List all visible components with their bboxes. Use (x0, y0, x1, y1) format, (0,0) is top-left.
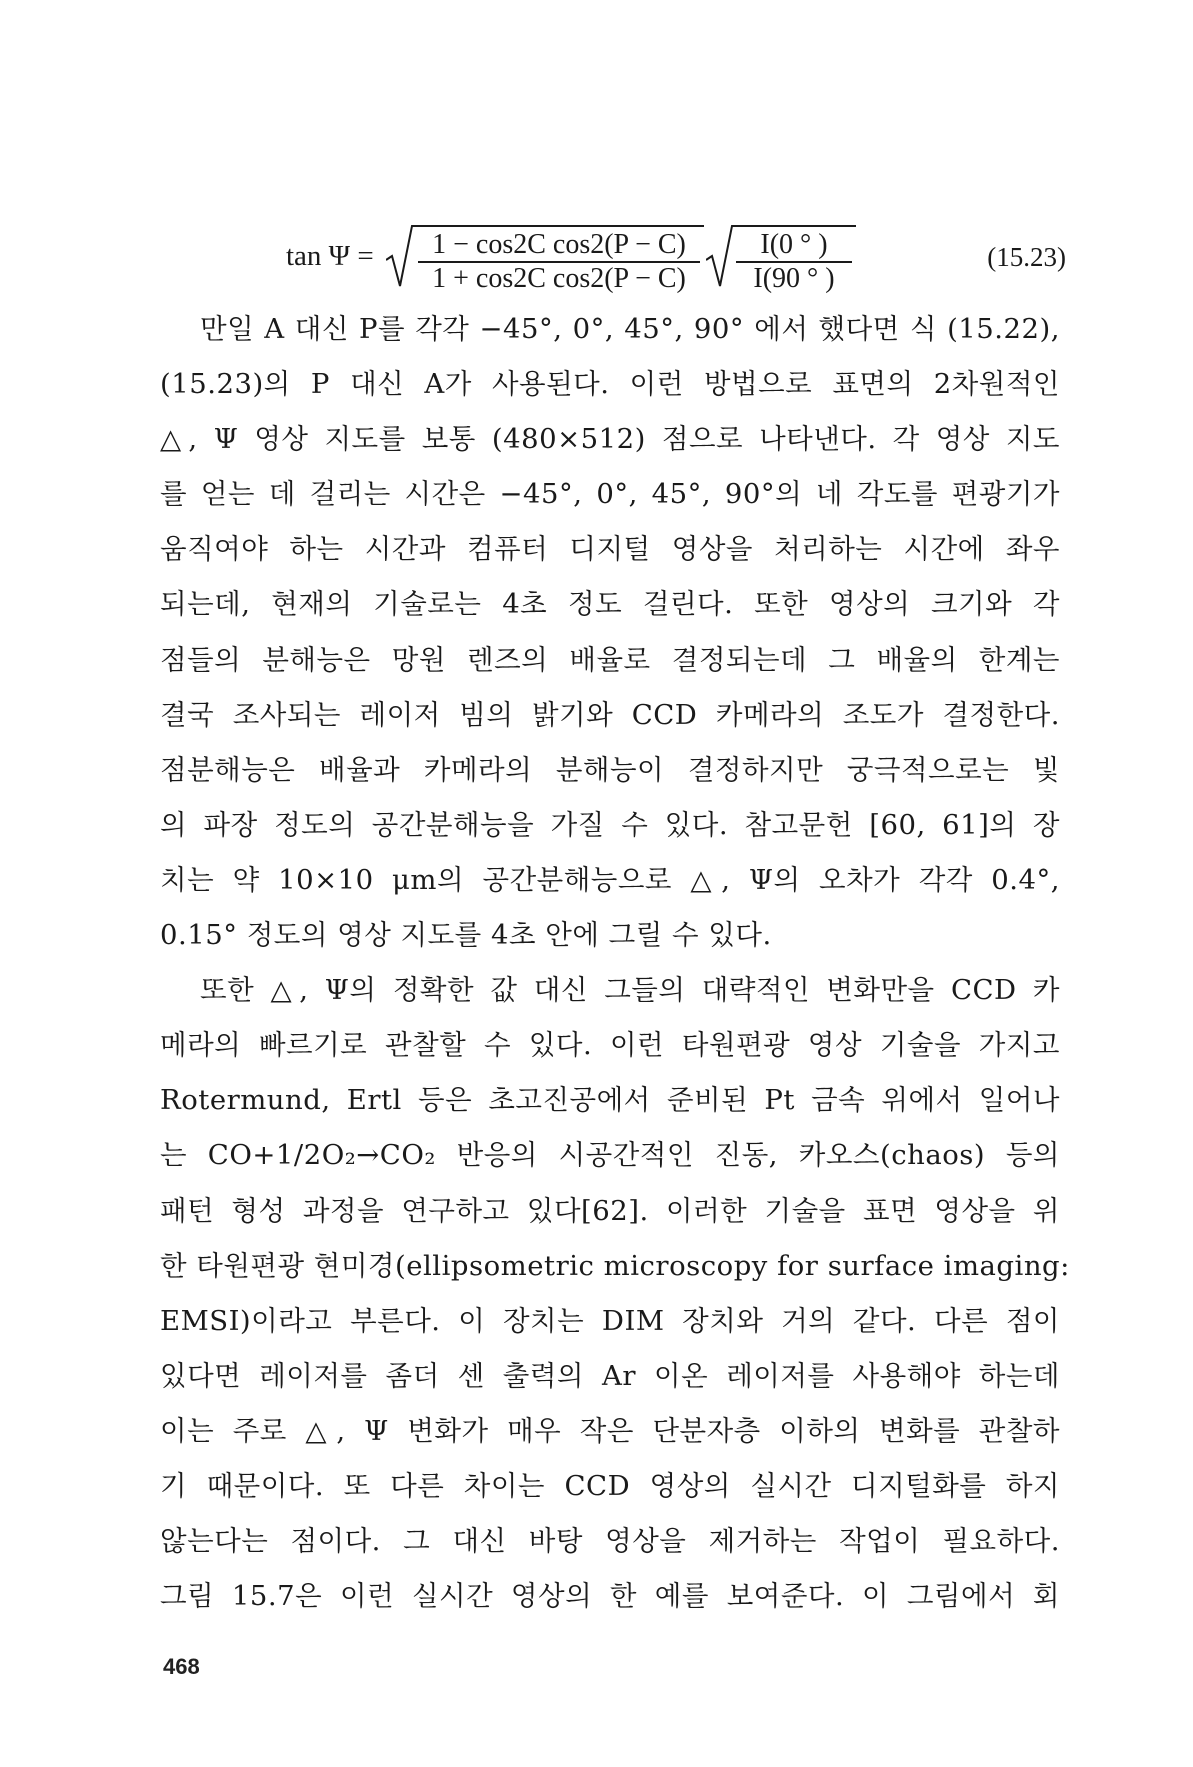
text-line: 한 타원편광 현미경(ellipsometric microscopy for surface imaging: (160, 1249, 1070, 1282)
text-line: 그림 15.7은 이런 실시간 영상의 한 예를 보여준다. 이 그림에서 회 (160, 1580, 1060, 1613)
text-line: 결국 조사되는 레이저 빔의 밝기와 CCD 카메라의 조도가 결정한다. (160, 698, 1060, 731)
text-line: 0.15° 정도의 영상 지도를 4초 안에 그릴 수 있다. (160, 919, 772, 952)
body-text (160, 302, 1070, 1624)
radical-1 (386, 224, 704, 294)
text-line: 메라의 빠르기로 관찰할 수 있다. 이런 타원편광 영상 기술을 가지고 (160, 1029, 1060, 1062)
fraction-1 (418, 230, 700, 293)
text-line: 의 파장 정도의 공간분해능을 가질 수 있다. 참고문헌 [60, 61]의 장 (160, 808, 1060, 841)
fraction-2 (736, 230, 852, 293)
text-line: 움직여야 하는 시간과 컴퓨터 디지털 영상을 처리하는 시간에 좌우 (160, 533, 1060, 566)
text-line: △, Ψ 영상 지도를 보통 (480×512) 점으로 나타낸다. 각 영상 지도 (160, 423, 1060, 456)
text-line: 되는데, 현재의 기술로는 4초 정도 걸린다. 또한 영상의 크기와 각 (160, 588, 1060, 621)
text-line: 있다면 레이저를 좀더 센 출력의 Ar 이온 레이저를 사용해야 하는데 (160, 1359, 1060, 1392)
text-line: 점분해능은 배율과 카메라의 분해능이 결정하지만 궁극적으로는 빛 (160, 753, 1060, 786)
fraction-2-denominator: I(90 ° ) (753, 263, 835, 294)
text-line: Rotermund, Ertl 등은 초고진공에서 준비된 Pt 금속 위에서 일어나 (160, 1084, 1060, 1117)
text-line: 이는 주로 △, Ψ 변화가 매우 작은 단분자층 이하의 변화를 관찰하 (160, 1414, 1060, 1447)
fraction-1-denominator: 1 + cos2C cos2(P − C) (432, 263, 686, 294)
text-line: 만일 A 대신 P를 각각 −45°, 0°, 45°, 90° 에서 했다면 식 (15.22), (200, 313, 1060, 345)
text-line: (15.23)의 P 대신 A가 사용된다. 이런 방법으로 표면의 2차원적인 (160, 368, 1060, 401)
radical-2 (706, 224, 856, 294)
fraction-1-numerator: 1 − cos2C cos2(P − C) (432, 229, 686, 260)
equation-15-23 (286, 220, 1066, 294)
paragraph-2 (160, 963, 1070, 1624)
fraction-2-numerator: I(0 ° ) (760, 229, 828, 260)
equation-lhs: tan Ψ = (286, 240, 374, 272)
text-line: EMSI)이라고 부른다. 이 장치는 DIM 장치와 거의 같다. 다른 점이 (160, 1304, 1060, 1337)
text-line: 않는다는 점이다. 그 대신 바탕 영상을 제거하는 작업이 필요하다. (160, 1525, 1060, 1558)
text-line: 패턴 형성 과정을 연구하고 있다[62]. 이러한 기술을 표면 영상을 위 (160, 1194, 1060, 1227)
text-line: 를 얻는 데 걸리는 시간은 −45°, 0°, 45°, 90°의 네 각도를 편광기가 (160, 478, 1060, 511)
text-line: 치는 약 10×10 μm의 공간분해능으로 △, Ψ의 오차가 각각 0.4°, (160, 863, 1060, 896)
paragraph-1 (160, 302, 1060, 963)
text-line: 는 CO+1/2O₂→CO₂ 반응의 시공간적인 진동, 카오스(chaos) 등의 (160, 1139, 1060, 1172)
text-line: 점들의 분해능은 망원 렌즈의 배율로 결정되는데 그 배율의 한계는 (160, 643, 1060, 676)
equation-number: (15.23) (987, 242, 1066, 272)
page-number: 468 (163, 1654, 200, 1679)
text-line: 또한 △, Ψ의 정확한 값 대신 그들의 대략적인 변화만을 CCD 카 (200, 974, 1060, 1007)
text-line: 기 때문이다. 또 다른 차이는 CCD 영상의 실시간 디지털화를 하지 (160, 1469, 1060, 1502)
